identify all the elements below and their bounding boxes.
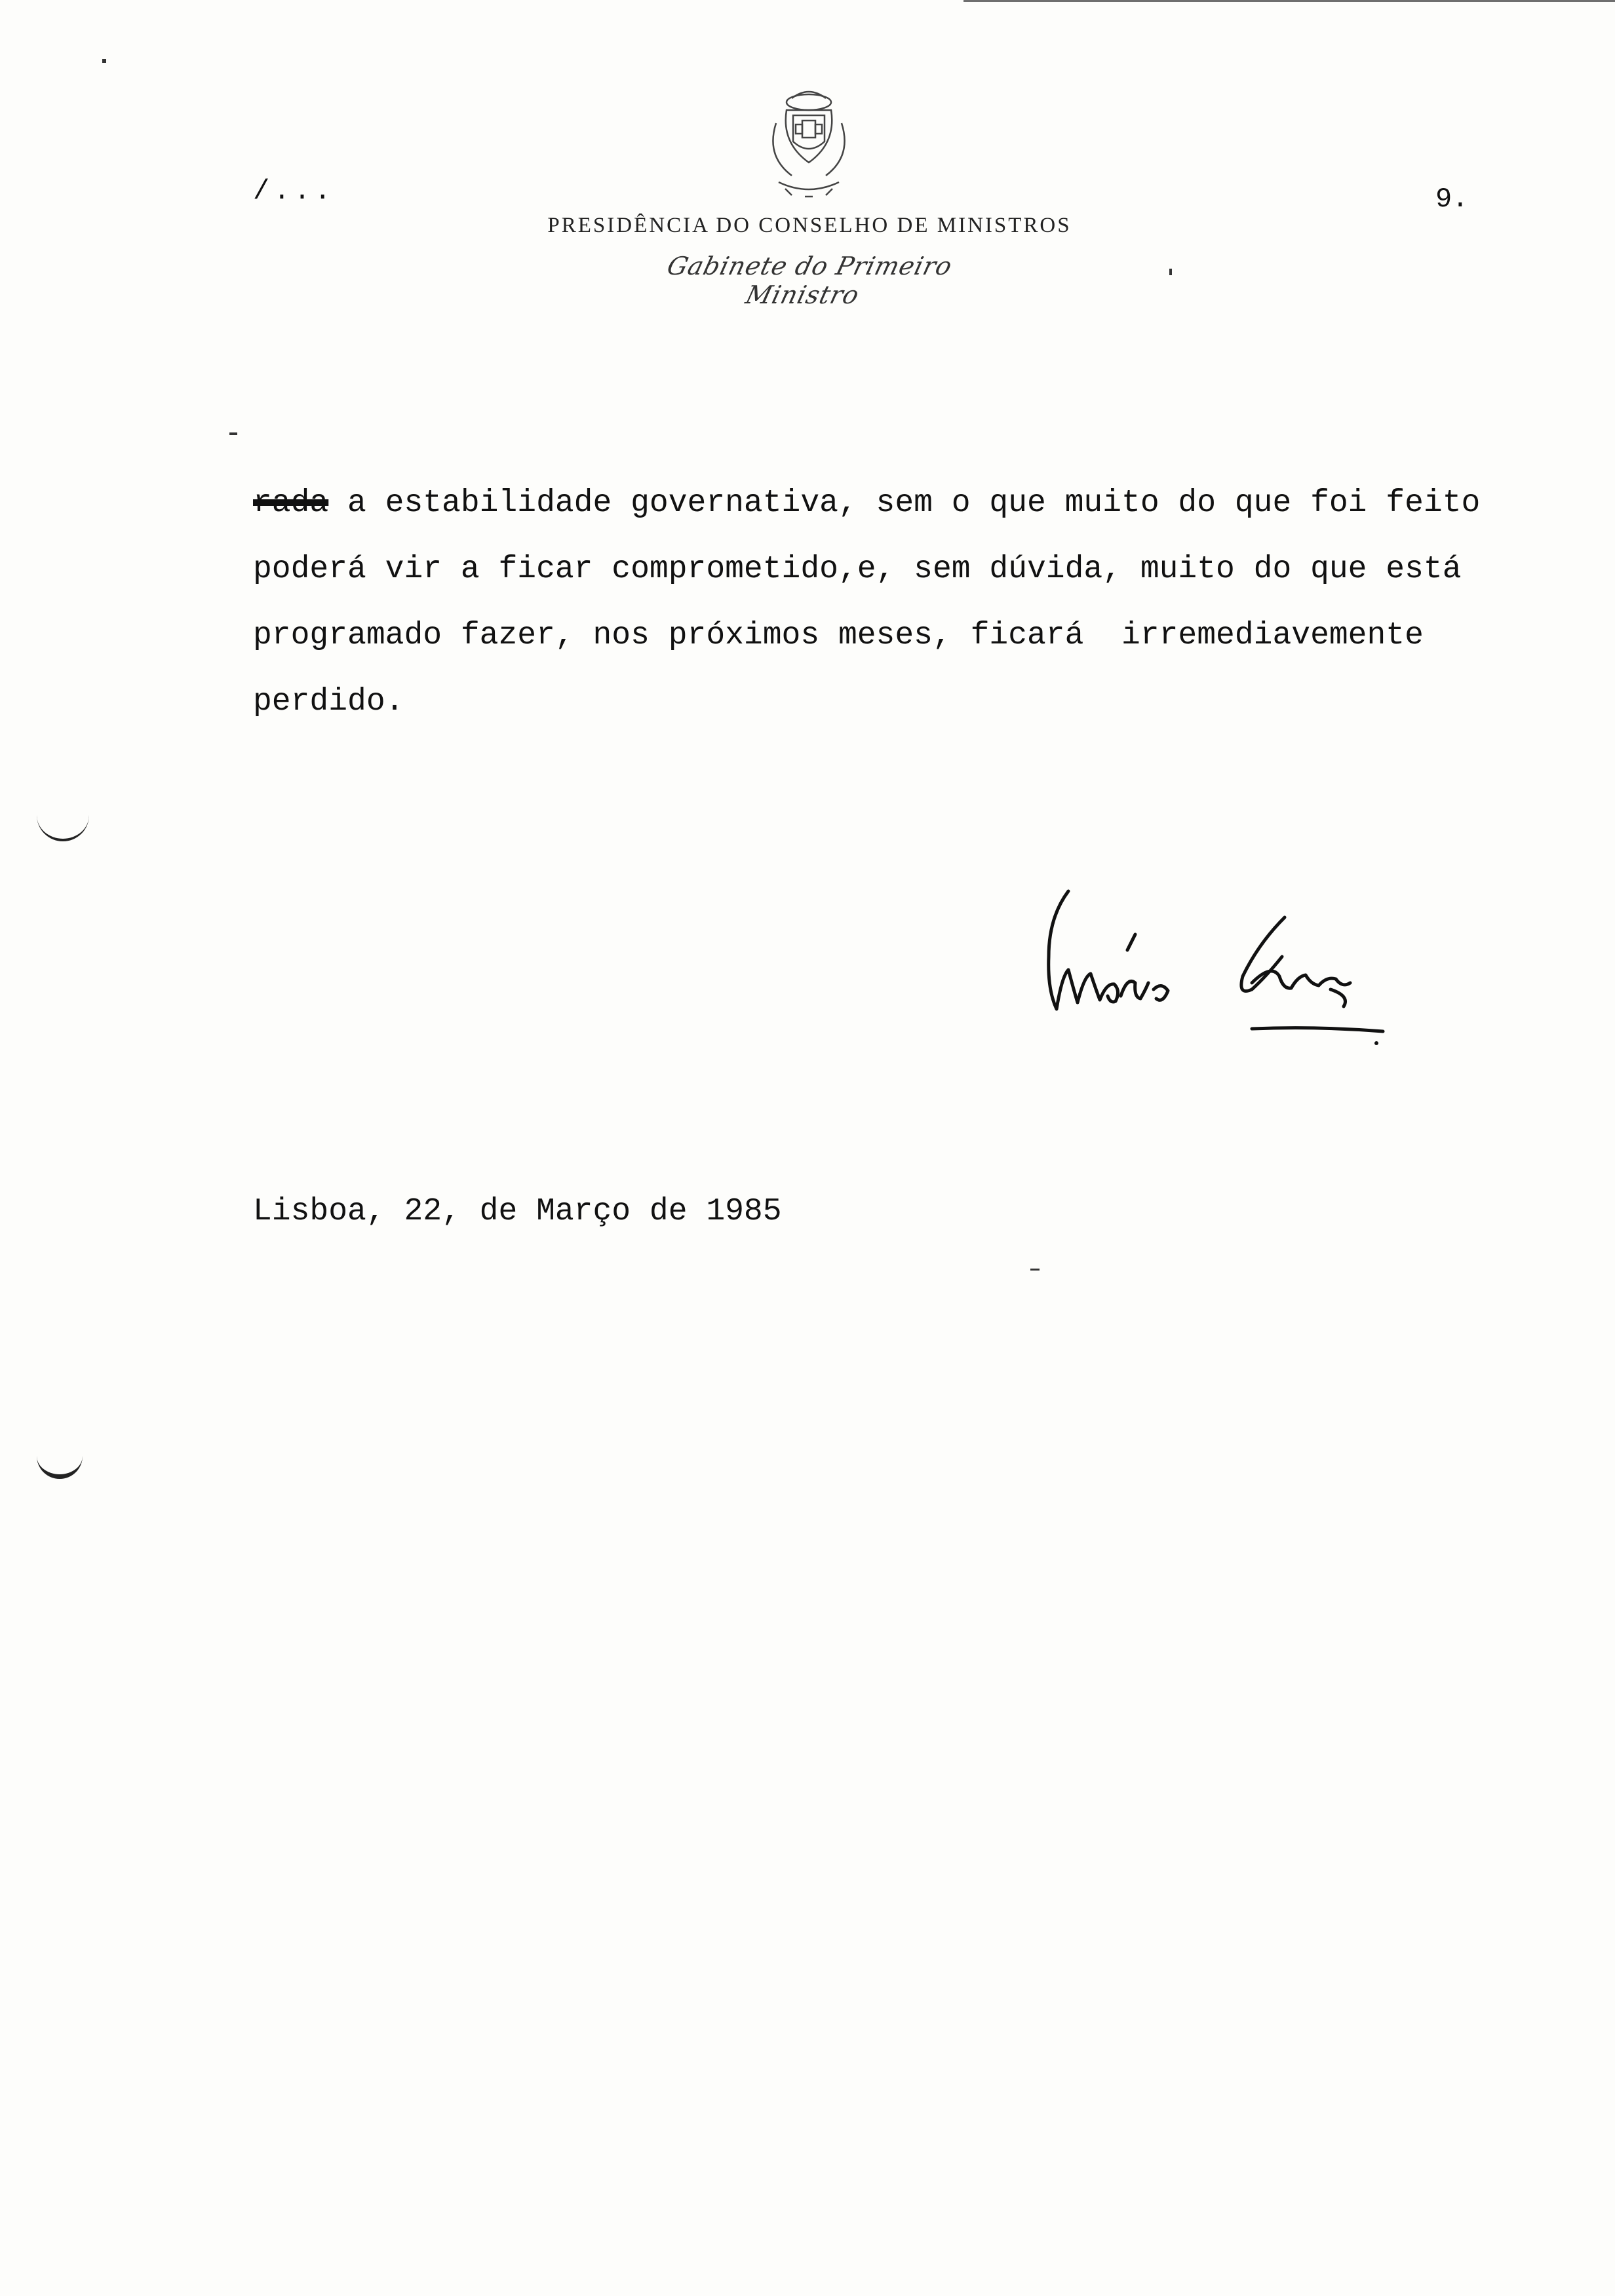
- body-line: [253, 603, 1564, 669]
- body-line: [253, 537, 1564, 603]
- letterhead-office: Gabinete do Primeiro Ministro: [664, 252, 956, 309]
- struck-word: rada: [253, 486, 329, 521]
- letterhead-institution: PRESIDÊNCIA DO CONSELHO DE MINISTROS: [547, 214, 1072, 237]
- body-line-text: perdido.: [253, 684, 404, 719]
- body-line-text: a estabilidade governativa, sem o que muito do que foi feito: [328, 486, 1481, 521]
- body-line-text: programado fazer, nos próximos meses, ficará irremediavemente: [253, 618, 1424, 653]
- stray-mark: [102, 59, 106, 63]
- coat-of-arms-icon: [752, 84, 865, 202]
- stray-mark: [229, 432, 237, 435]
- scan-margin-mark: [37, 813, 89, 841]
- page-number: 9.: [1435, 183, 1469, 215]
- stray-mark: [1030, 1269, 1040, 1271]
- top-edge-rule: [963, 0, 1615, 2]
- body-line: [253, 669, 1564, 735]
- body-line: [253, 470, 1564, 537]
- handwritten-signature: [1022, 878, 1390, 1048]
- date-line: Lisboa, 22, de Março de 1985: [253, 1194, 782, 1229]
- letter-body: [253, 470, 1564, 735]
- continuation-marker: /...: [253, 176, 335, 207]
- stray-mark: [1169, 269, 1172, 275]
- scan-margin-mark: [37, 1435, 83, 1479]
- body-line-text: poderá vir a ficar comprometido,e, sem dúvida, muito do que está: [253, 552, 1462, 587]
